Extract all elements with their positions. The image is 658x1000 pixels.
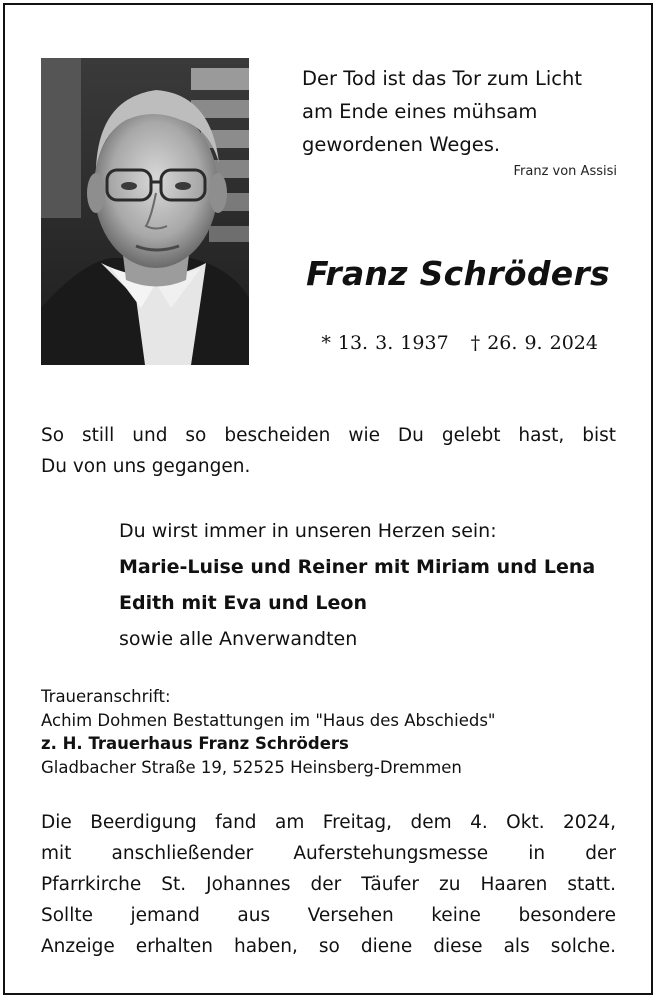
- address-line: Achim Dohmen Bestattungen im "Haus des Abschieds": [41, 710, 496, 730]
- life-dates: [250, 332, 598, 354]
- funeral-text: [41, 807, 616, 962]
- deceased-name: Franz Schröders: [306, 254, 610, 293]
- quote-line: gewordenen Weges.: [302, 133, 501, 156]
- quote-line: Der Tod ist das Tor zum Licht: [302, 67, 582, 90]
- portrait-photo: [41, 58, 249, 365]
- intro-line: Du von uns gegangen.: [41, 456, 251, 477]
- family-lead: Du wirst immer in unseren Herzen sein:: [119, 520, 497, 542]
- quote-author: Franz von Assisi: [513, 164, 617, 179]
- address-line: z. H. Trauerhaus Franz Schröders: [41, 734, 349, 753]
- intro-line: So still und so bescheiden wie Du gelebt hast, bist: [41, 425, 616, 446]
- family-block: [119, 513, 629, 657]
- family-names: Edith mit Eva und Leon: [119, 592, 367, 614]
- family-others: sowie alle Anverwandten: [119, 628, 358, 650]
- mourning-address: [41, 685, 621, 779]
- death-date: † 26. 9. 2024: [470, 332, 598, 354]
- intro-text: [41, 420, 616, 482]
- funeral-line: Pfarrkirche St. Johannes der Täufer zu Haaren statt.: [41, 874, 616, 895]
- address-label: Traueranschrift:: [41, 687, 171, 706]
- funeral-line: Die Beerdigung fand am Freitag, dem 4. Okt. 2024,: [41, 812, 616, 833]
- quote-line: am Ende eines mühsam: [302, 100, 538, 123]
- funeral-line: Sollte jemand aus Versehen keine besondere: [41, 905, 616, 926]
- family-names: Marie-Luise und Reiner mit Miriam und Lena: [119, 556, 596, 578]
- funeral-line: mit anschließender Auferstehungsmesse in der: [41, 843, 616, 864]
- address-line: Gladbacher Straße 19, 52525 Heinsberg-Dremmen: [41, 757, 462, 777]
- quote-text: [302, 62, 632, 161]
- funeral-line: Anzeige erhalten haben, so diene diese als solche.: [41, 936, 616, 957]
- birth-date: * 13. 3. 1937: [321, 332, 449, 354]
